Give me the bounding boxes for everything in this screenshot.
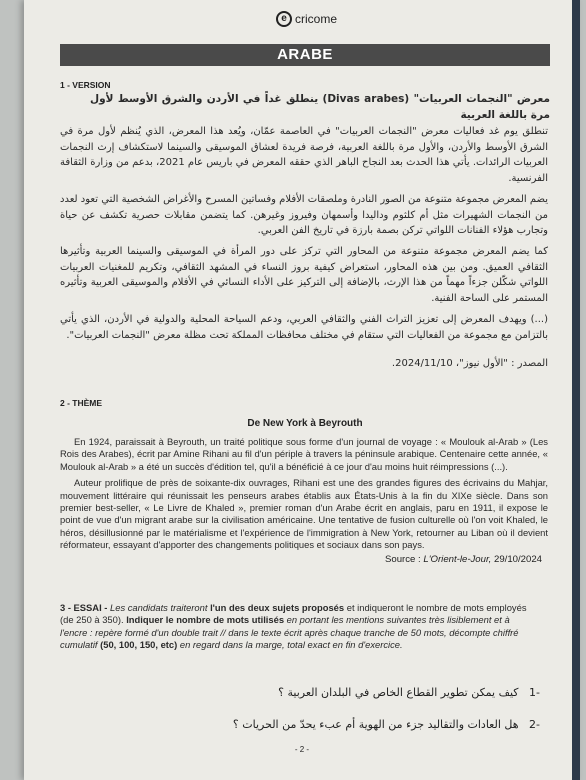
essai-text-3: en portant les mentions suivantes très lisiblement et à l'encre : repère formé d'un double trait // dans le texte écrit après chaque tranche de 50 mots, décompte chiffré cumulatif xyxy=(60,614,519,651)
question-text: هل العادات والتقاليد جزء من الهوية أم عبء يحدّ من الحريات ؟ xyxy=(232,718,519,731)
essai-text-4: en regard dans la marge, total exact en fin d'exercice. xyxy=(177,639,403,651)
subject-banner: ARABE xyxy=(60,44,550,66)
exam-page xyxy=(24,0,580,780)
section-essai-label: 3 - ESSAI - xyxy=(60,602,108,613)
essai-bold-1: l'un des deux sujets proposés xyxy=(210,602,345,613)
version-paragraph-1: تنطلق يوم غد فعاليات معرض "النجمات العربيات" في العاصمة عمّان، ويُعد هذا المعرض، الذي يُنظم لأول مرة في الشرق الأوسط والأردن، والأول مرة باللغة العربية، فرصة فريدة لعشاق الموسيقى والسينما لاستكشاف إرث النجمات العربيات الرائدات. يأتي هذا الحدث بعد النجاح الباهر الذي حققه المعرض في باريس عام 2021، بدعم من وزارة الثقافة الفرنسية. xyxy=(60,126,548,184)
essai-bold-2: Indiquer le nombre de mots utilisés xyxy=(126,614,285,626)
version-source: المصدر : "الأول نيوز"، 2024/11/10. xyxy=(391,358,548,369)
page-number: - 2 - xyxy=(294,745,310,754)
section-theme-label: 2 - THÈME xyxy=(60,398,103,408)
essai-text-2: et indiqueront le nombre de mots employés (de 250 à 350). xyxy=(60,602,527,626)
essai-instructions xyxy=(60,602,534,652)
theme-paragraph-1: En 1924, paraissait à Beyrouth, un traité politique sous forme d'un journal de voyage : « Moulouk al-Arab » (Les Rois des Arabes), écrit par Amine Rihani au fil d'un périple à travers la péninsule arabique. Centenaire cette année, « Moulouk al-Arab » a été un succès d'édition tel, qu'il a bénéficié à ce jour d'au moins huit réimpressions (...). xyxy=(60,436,548,472)
logo-text: cricome xyxy=(295,12,338,26)
version-paragraph-2: يضم المعرض مجموعة متنوعة من الصور النادرة وملصقات الأفلام وفساتين المسرح والأغراض الشخصية التي تعود لعدد من النجمات الشهيرات مثل أم كلثوم وداليدا وأسمهان وفيروز وغيرهن. كما يتضمن مقابلات حصرية تكشف عن حياة وتجارب هؤلاء الفنانات اللواتي تركن بصمة بارزة في تاريخ الفن العربي. xyxy=(60,194,548,236)
version-title: معرض "النجمات العربيات" (Divas arabes) ينطلق غداً في الأردن والشرق الأوسط لأول مرة باللغة العربية xyxy=(90,93,550,121)
question-number: -2 xyxy=(529,718,540,731)
logo-icon: e xyxy=(276,11,292,27)
question-text: كيف يمكن تطوير القطاع الخاص في البلدان العربية ؟ xyxy=(278,686,519,699)
ecricome-logo xyxy=(276,8,337,30)
theme-text xyxy=(60,436,548,556)
essai-text-1: Les candidats traiteront xyxy=(107,602,211,613)
essay-question-2 xyxy=(233,718,540,731)
theme-source-publication: L'Orient-le-Jour, xyxy=(423,554,492,565)
theme-source-date: 29/10/2024 xyxy=(491,554,542,565)
essai-bold-3: (50, 100, 150, etc) xyxy=(100,639,178,651)
section-version-label: 1 - VERSION xyxy=(60,80,111,90)
version-paragraph-4: (...) ويهدف المعرض إلى تعزيز التراث الفني والثقافي العربي، ودعم السياحة المحلية والدولية في الأردن، الذي يأتي بالتزامن مع مجموعة من الفعاليات التي ستقام في مختلف محافظات المملكة تحت مظلة معرض "النجمات العربيات". xyxy=(60,314,548,341)
theme-paragraph-2: Auteur prolifique de près de soixante-dix ouvrages, Rihani est une des grandes figures des écrivains du Mahjar, mouvement littéraire qui réunissait les penseurs arabes établis aux États-Unis à la fin du XIXe siècle. Dans son premier best-seller, « Le Livre de Khaled », premier roman d'un Arabe écrit en anglais, paru en 1911, il expose le point de vue d'un migrant arabe sur la civilisation américaine. Une tentative de fusion culturelle où l'on voit Khaled, le héros, désillusionné par le matérialisme et l'expérience de l'immigration à New York, retourner au Liban où il devient réformateur, essayant d'apporter des changements politiques et sociaux dans son pays. xyxy=(60,477,548,551)
binder-edge xyxy=(572,0,580,780)
theme-title: De New York à Beyrouth xyxy=(247,418,363,429)
theme-source-prefix: Source : xyxy=(384,554,424,565)
question-number: -1 xyxy=(529,686,540,699)
version-paragraph-3: كما يضم المعرض مجموعة متنوعة من المحاور التي تركز على دور المرأة في الموسيقى والسينما العربية وتأثيرها الثقافي العميق. ومن بين هذه المحاور، استعراض كيفية بروز النساء في المشهد الثقافي، وتكريم للمغنيات العربيات اللواتي شكّلن جزءاً مهماً من هذا الإرث، بالإضافة إلى التركيز على الأداء النسائي في الأفلام والموسيقى العربية وتأثيره المستمر على الساحة الفنية. xyxy=(60,246,548,304)
theme-source xyxy=(385,554,542,565)
essay-question-1 xyxy=(278,686,540,699)
